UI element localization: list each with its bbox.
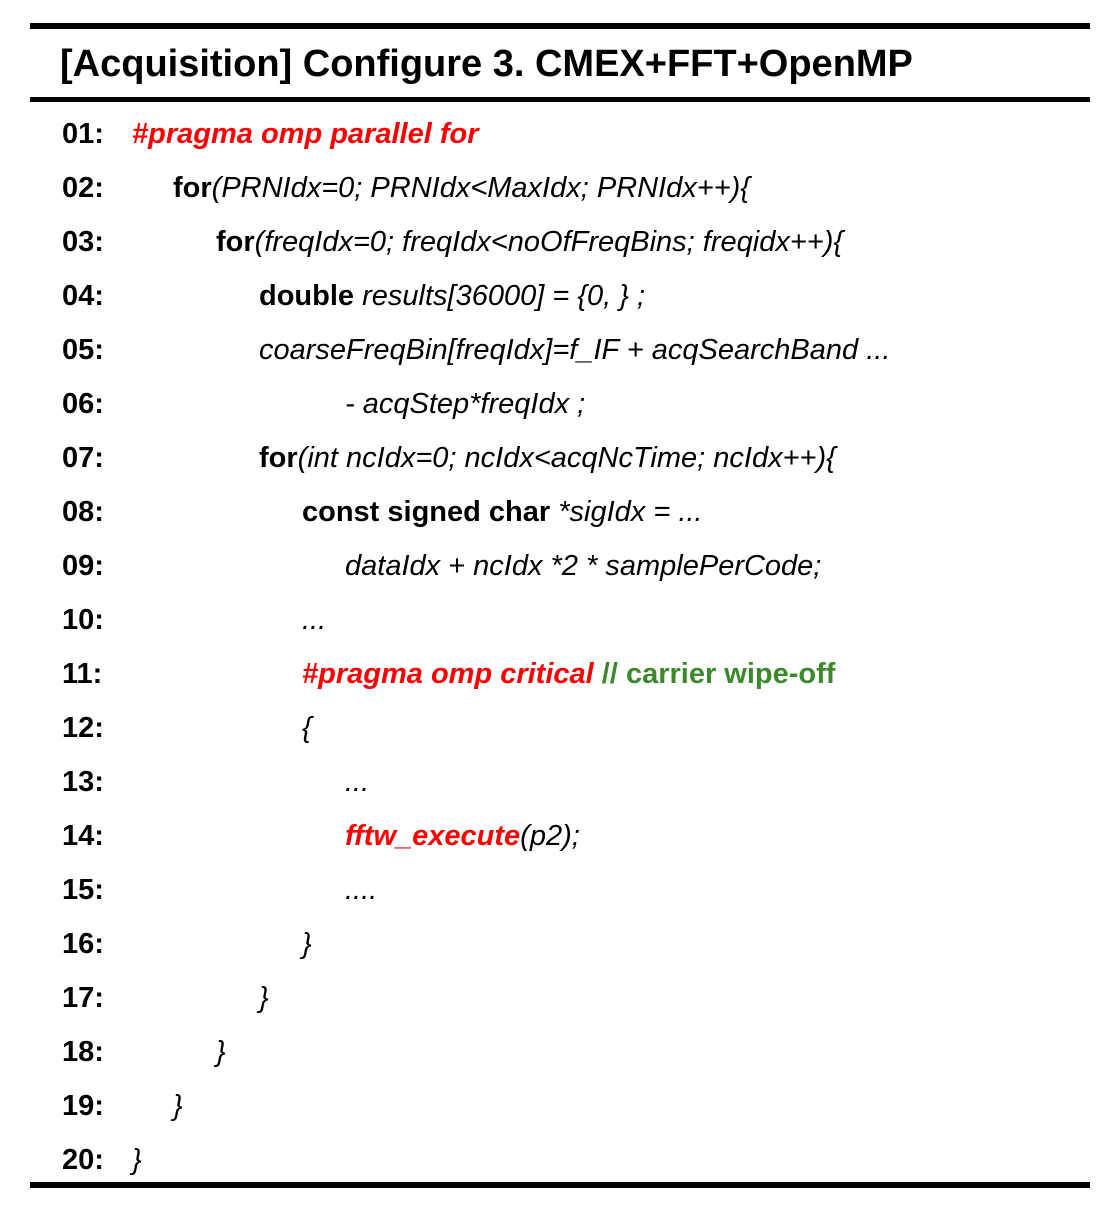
code-text: {	[302, 712, 312, 744]
code-listing	[0, 107, 1116, 1187]
code-line	[0, 593, 1116, 647]
line-number: 15:	[62, 874, 104, 906]
code-line	[0, 269, 1116, 323]
code-line	[0, 161, 1116, 215]
keyword: for	[216, 226, 255, 258]
line-content	[216, 215, 843, 269]
line-number: 02:	[62, 172, 104, 204]
line-content	[302, 647, 835, 701]
code-line	[0, 917, 1116, 971]
listing-title: [Acquisition] Configure 3. CMEX+FFT+OpenMP	[60, 43, 913, 85]
code-line	[0, 377, 1116, 431]
line-content	[173, 1079, 183, 1133]
line-content	[259, 323, 890, 377]
code-line	[0, 323, 1116, 377]
line-content	[345, 809, 580, 863]
code-text: (int ncIdx=0; ncIdx<acqNcTime; ncIdx++){	[297, 442, 836, 474]
line-number: 04:	[62, 280, 104, 312]
code-text: }	[302, 928, 312, 960]
line-content	[302, 917, 312, 971]
line-number: 17:	[62, 982, 104, 1014]
code-line	[0, 755, 1116, 809]
code-line	[0, 1079, 1116, 1133]
code-text: results[36000] = {0, } ;	[354, 280, 646, 312]
line-number: 12:	[62, 712, 104, 744]
line-number: 05:	[62, 334, 104, 366]
line-content	[259, 269, 645, 323]
code-line	[0, 1133, 1116, 1187]
code-line	[0, 431, 1116, 485]
code-line	[0, 971, 1116, 1025]
line-content	[345, 755, 369, 809]
line-content	[302, 593, 326, 647]
code-text: }	[216, 1036, 226, 1068]
line-number: 07:	[62, 442, 104, 474]
line-number: 10:	[62, 604, 104, 636]
keyword: for	[173, 172, 212, 204]
fftw-call: fftw_execute	[345, 820, 521, 852]
omp-pragma: #pragma omp parallel for	[132, 118, 479, 150]
code-line	[0, 539, 1116, 593]
code-text: coarseFreqBin[freqIdx]=f_IF + acqSearchBand ...	[259, 334, 891, 366]
line-number: 03:	[62, 226, 104, 258]
keyword: double	[259, 280, 355, 312]
line-content	[132, 1133, 142, 1187]
line-number: 06:	[62, 388, 104, 420]
code-line	[0, 809, 1116, 863]
code-text: ...	[345, 766, 370, 798]
line-number: 18:	[62, 1036, 104, 1068]
line-number: 09:	[62, 550, 104, 582]
code-text: (freqIdx=0; freqIdx<noOfFreqBins; freqidx++){	[254, 226, 844, 258]
code-text: ....	[345, 874, 378, 906]
code-line	[0, 107, 1116, 161]
line-content	[302, 485, 703, 539]
code-text: }	[173, 1090, 183, 1122]
line-number: 08:	[62, 496, 104, 528]
code-text: ...	[302, 604, 327, 636]
code-line	[0, 701, 1116, 755]
keyword: for	[259, 442, 298, 474]
line-number: 13:	[62, 766, 104, 798]
line-content	[259, 971, 269, 1025]
code-line	[0, 215, 1116, 269]
line-content	[259, 431, 836, 485]
code-line	[0, 485, 1116, 539]
line-number: 19:	[62, 1090, 104, 1122]
top-rule	[30, 23, 1090, 29]
line-number: 01:	[62, 118, 104, 150]
line-content	[345, 539, 821, 593]
code-line	[0, 863, 1116, 917]
code-text: }	[132, 1144, 142, 1176]
line-number: 14:	[62, 820, 104, 852]
line-content	[132, 107, 479, 161]
keyword: const signed char	[302, 496, 551, 528]
omp-pragma: #pragma omp critical	[302, 658, 594, 690]
code-text: - acqStep*freqIdx ;	[345, 388, 586, 420]
code-text: (p2);	[520, 820, 580, 852]
bottom-rule	[30, 1182, 1090, 1188]
line-number: 16:	[62, 928, 104, 960]
code-text: dataIdx + ncIdx *2 * samplePerCode;	[345, 550, 822, 582]
line-content	[216, 1025, 226, 1079]
code-text: *sigIdx = ...	[550, 496, 703, 528]
line-number: 11:	[62, 658, 103, 690]
line-content	[345, 377, 585, 431]
line-content	[302, 701, 312, 755]
code-line	[0, 1025, 1116, 1079]
line-content	[345, 863, 377, 917]
code-text: (PRNIdx=0; PRNIdx<MaxIdx; PRNIdx++){	[211, 172, 750, 204]
code-text: }	[259, 982, 269, 1014]
header-rule	[30, 97, 1090, 102]
code-line	[0, 647, 1116, 701]
line-number: 20:	[62, 1144, 104, 1176]
line-content	[173, 161, 750, 215]
code-comment: // carrier wipe-off	[593, 658, 836, 690]
